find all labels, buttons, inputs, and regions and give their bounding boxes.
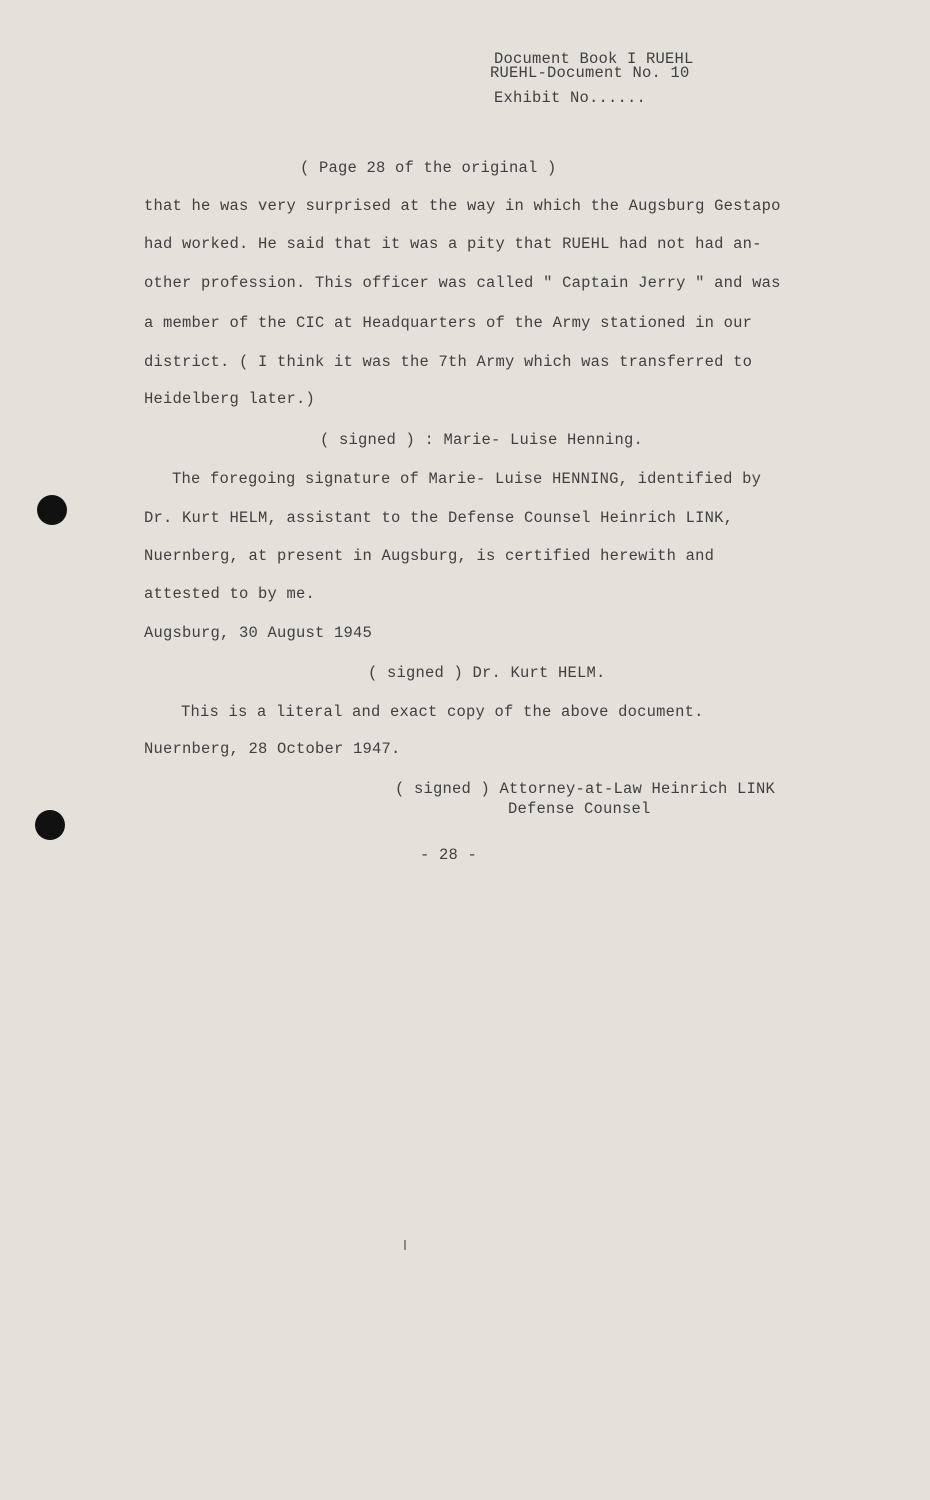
punch-hole xyxy=(37,495,67,525)
body-line: had worked. He said that it was a pity that RUEHL had not had an- xyxy=(144,235,762,253)
header-book: Document Book I RUEHL xyxy=(494,50,694,68)
punch-hole xyxy=(35,810,65,840)
copy-statement: This is a literal and exact copy of the above document. xyxy=(181,703,704,721)
body-line: other profession. This officer was called " Captain Jerry " and was xyxy=(144,274,781,292)
certification-line: Nuernberg, at present in Augsburg, is certified herewith and xyxy=(144,547,715,565)
signature-henning: ( signed ) : Marie- Luise Henning. xyxy=(320,431,644,449)
place-date-augsburg: Augsburg, 30 August 1945 xyxy=(144,624,373,642)
signature-helm: ( signed ) Dr. Kurt HELM. xyxy=(368,664,606,682)
certification-line: The foregoing signature of Marie- Luise HENNING, identified by xyxy=(172,470,762,488)
paper-speck xyxy=(404,1240,406,1250)
body-line: that he was very surprised at the way in which the Augsburg Gestapo xyxy=(144,197,781,215)
place-date-nuernberg: Nuernberg, 28 October 1947. xyxy=(144,740,401,758)
header-exhibit: Exhibit No...... xyxy=(494,89,647,107)
signature-link-title: Defense Counsel xyxy=(508,800,651,818)
header-document-number: RUEHL-Document No. 10 xyxy=(490,64,690,82)
body-line: Heidelberg later.) xyxy=(144,390,316,408)
page-reference: ( Page 28 of the original ) xyxy=(300,159,557,177)
body-line: a member of the CIC at Headquarters of the Army stationed in our xyxy=(144,314,753,332)
page-number: - 28 - xyxy=(420,846,478,864)
signature-link: ( signed ) Attorney-at-Law Heinrich LINK xyxy=(395,780,776,798)
body-line: district. ( I think it was the 7th Army which was transferred to xyxy=(144,353,753,371)
certification-line: attested to by me. xyxy=(144,585,316,603)
certification-line: Dr. Kurt HELM, assistant to the Defense Counsel Heinrich LINK, xyxy=(144,509,734,527)
